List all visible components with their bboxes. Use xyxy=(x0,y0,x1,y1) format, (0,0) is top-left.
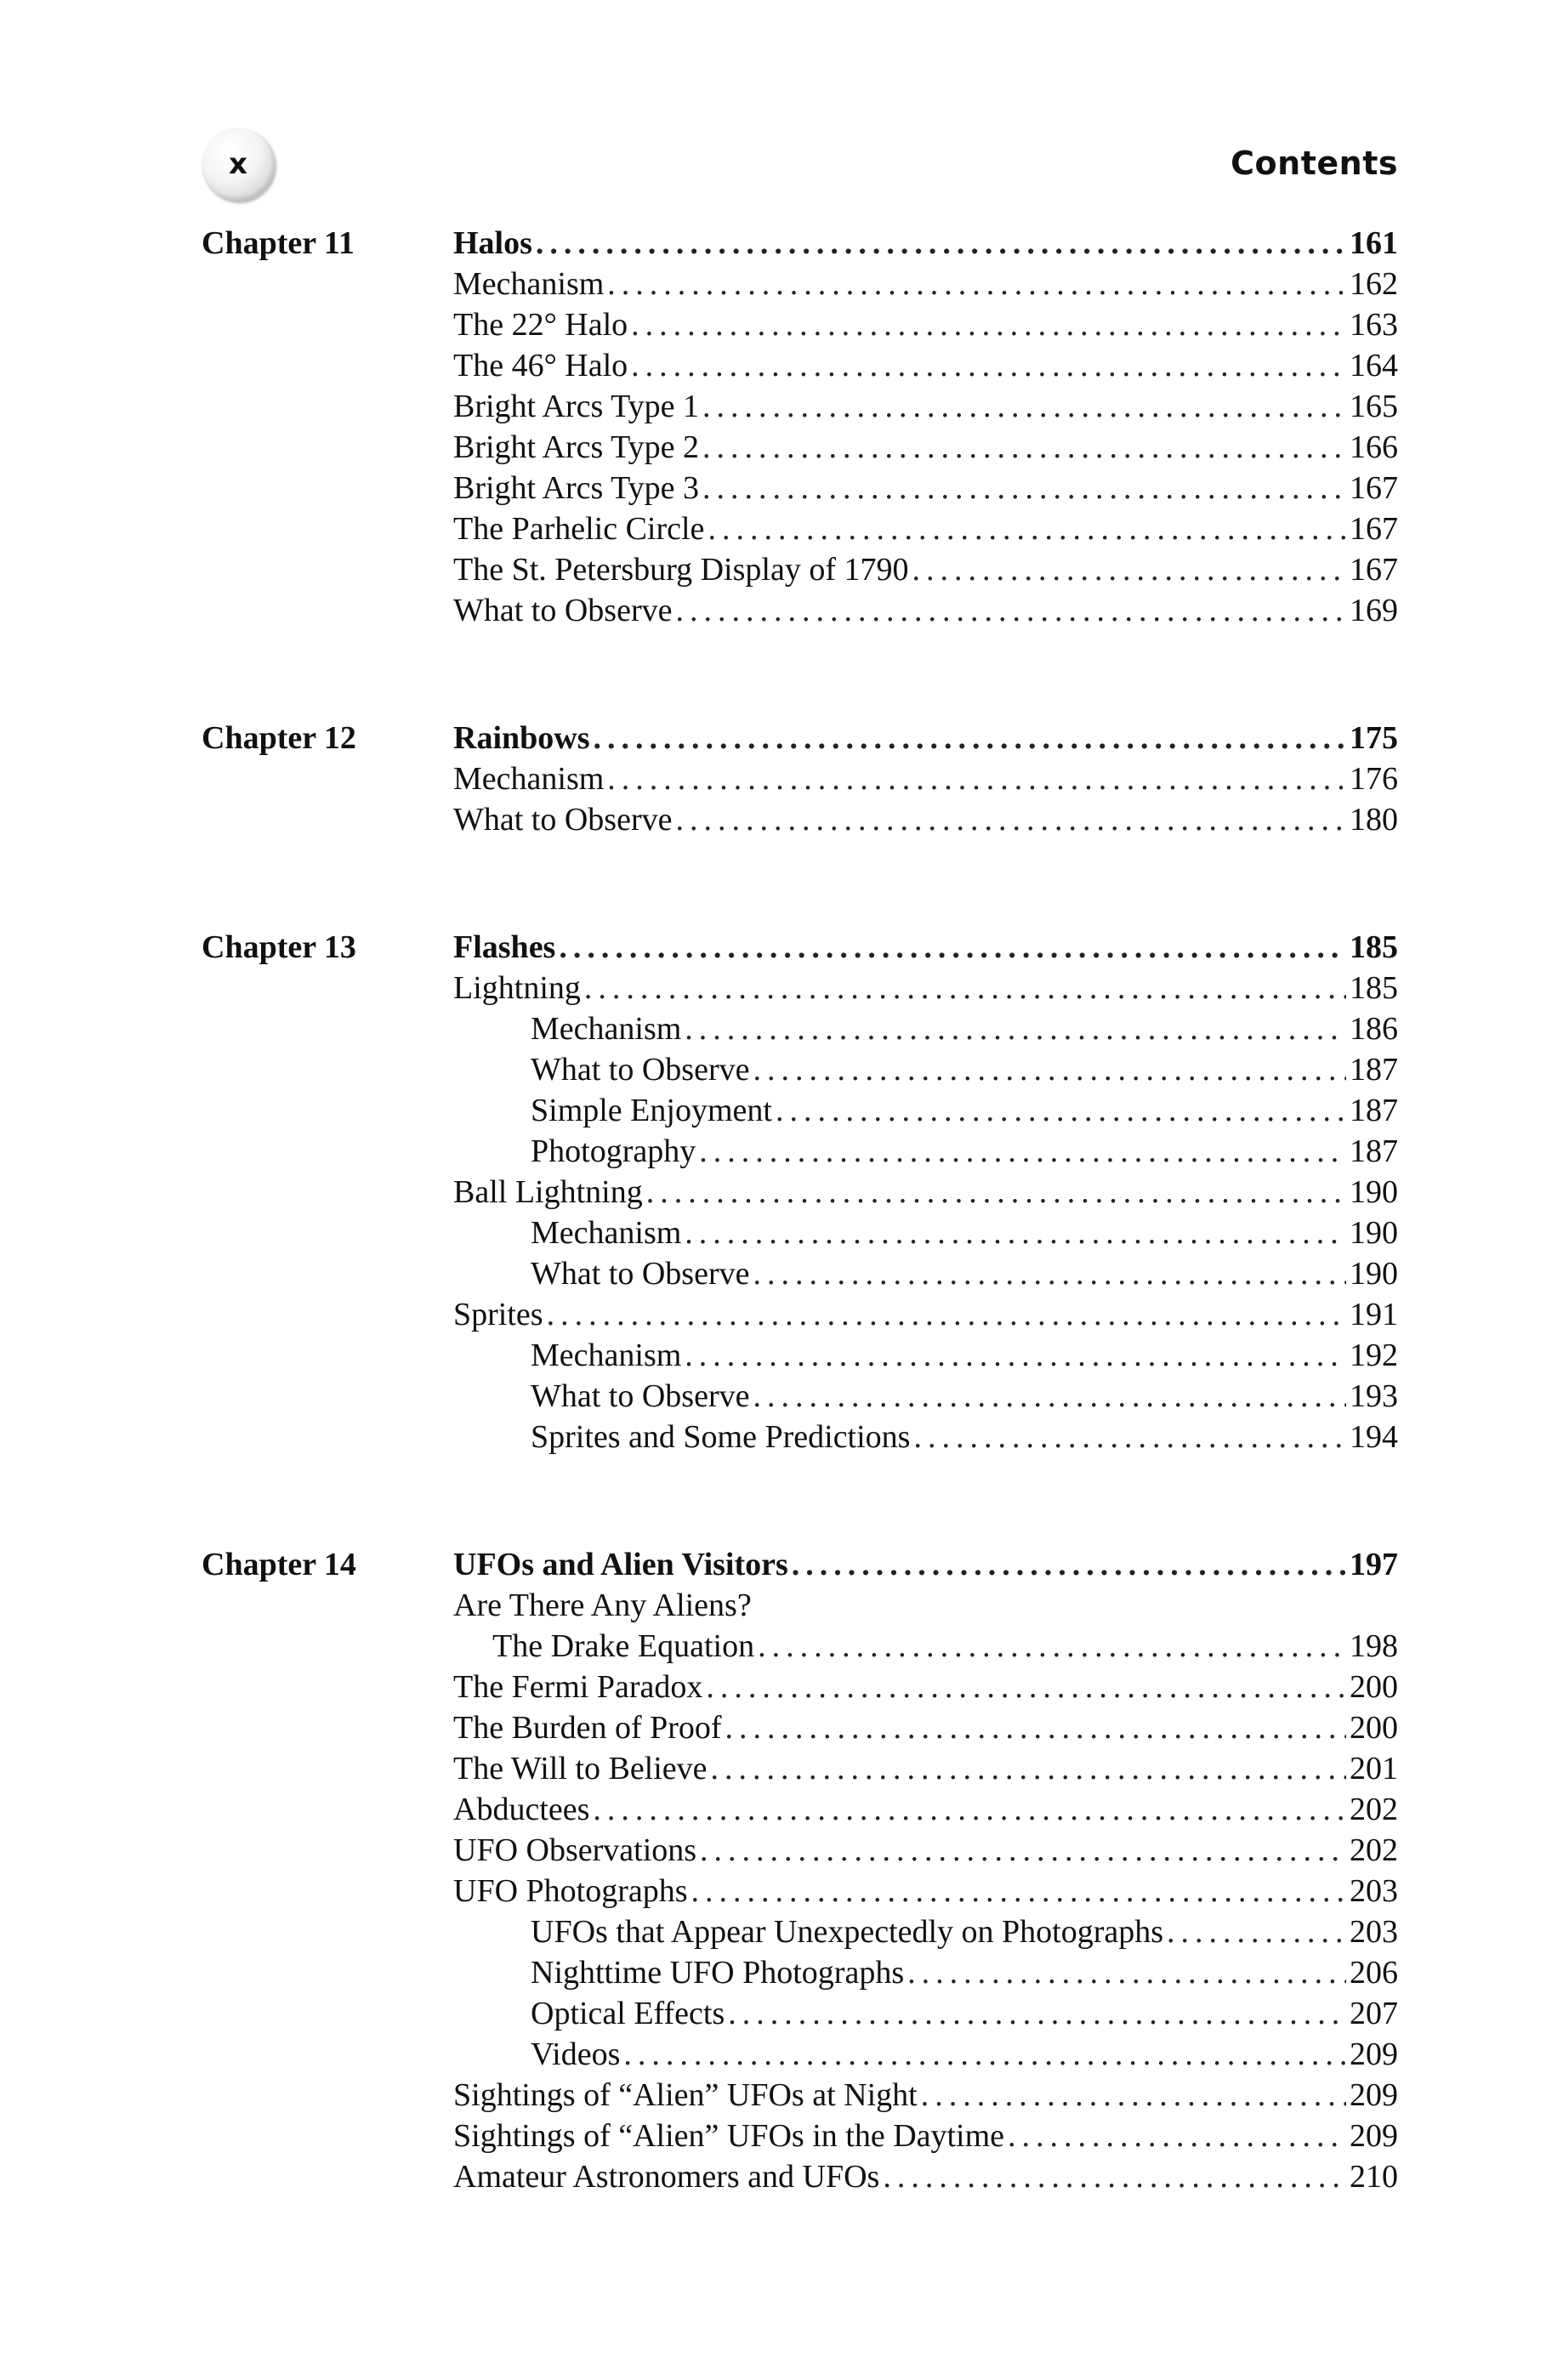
chapter-title-entry xyxy=(453,223,1398,264)
toc-entry xyxy=(453,1911,1398,1952)
toc-entry xyxy=(453,1253,1398,1294)
toc-entry xyxy=(453,1707,1398,1748)
entry-page-number: 187 xyxy=(1350,1133,1398,1169)
toc-entry xyxy=(453,468,1398,508)
entry-page-number: 202 xyxy=(1350,1832,1398,1868)
chapter-label: Chapter 13 xyxy=(202,929,356,965)
chapter-block xyxy=(202,718,1398,840)
entry-page-number: 167 xyxy=(1350,470,1398,506)
entry-page-number: 161 xyxy=(1350,225,1398,261)
toc-entry xyxy=(453,304,1398,345)
dot-leader xyxy=(675,799,1346,840)
entry-page-number: 200 xyxy=(1350,1710,1398,1746)
entry-title: Mechanism xyxy=(531,1215,682,1251)
dot-leader xyxy=(883,2156,1346,2197)
toc-entry xyxy=(453,1585,1398,1626)
dot-leader xyxy=(776,1090,1346,1131)
dot-leader xyxy=(753,1049,1346,1090)
entry-title: Rainbows xyxy=(453,720,590,756)
entry-page-number: 209 xyxy=(1350,2077,1398,2113)
entry-title: Nighttime UFO Photographs xyxy=(531,1955,905,1991)
dot-leader xyxy=(631,304,1346,345)
dot-leader xyxy=(700,1830,1346,1871)
dot-leader xyxy=(699,1131,1346,1172)
entry-page-number: 167 xyxy=(1350,511,1398,547)
entry-title: UFO Photographs xyxy=(453,1873,688,1909)
toc-entry xyxy=(453,1871,1398,1911)
entry-title: Mechanism xyxy=(453,266,605,302)
entry-page-number: 167 xyxy=(1350,552,1398,588)
toc-entry xyxy=(453,1993,1398,2034)
running-head: Contents xyxy=(1231,145,1398,182)
entry-title: Amateur Astronomers and UFOs xyxy=(453,2159,880,2195)
page-number-badge: x xyxy=(202,128,275,201)
entry-title: Are There Any Aliens? xyxy=(453,1588,752,1623)
page-header xyxy=(202,128,1398,204)
entry-page-number: 203 xyxy=(1350,1873,1398,1909)
toc-entry xyxy=(453,1830,1398,1871)
dot-leader xyxy=(631,345,1346,386)
dot-leader xyxy=(913,1417,1346,1457)
toc-entry xyxy=(453,1952,1398,1993)
chapter-title-entry xyxy=(453,718,1398,758)
entry-page-number: 190 xyxy=(1350,1256,1398,1292)
entry-page-number: 190 xyxy=(1350,1174,1398,1210)
chapter-label: Chapter 12 xyxy=(202,720,356,756)
toc-entry xyxy=(453,1294,1398,1335)
dot-leader xyxy=(711,1748,1346,1789)
entry-title: The Parhelic Circle xyxy=(453,511,705,547)
entry-title: Abductees xyxy=(453,1792,590,1827)
entry-page-number: 187 xyxy=(1350,1093,1398,1128)
chapter-block xyxy=(202,1544,1398,2197)
dot-leader xyxy=(691,1871,1346,1911)
entry-title: UFO Observations xyxy=(453,1832,697,1868)
entry-title: Lightning xyxy=(453,970,581,1006)
entry-page-number: 176 xyxy=(1350,761,1398,797)
entry-page-number: 197 xyxy=(1350,1547,1398,1582)
dot-leader xyxy=(702,427,1346,468)
toc-entry xyxy=(453,386,1398,427)
toc-entry xyxy=(453,1335,1398,1376)
entry-title: The 46° Halo xyxy=(453,348,628,383)
entry-title: The 22° Halo xyxy=(453,307,628,343)
toc-entry xyxy=(453,799,1398,840)
entry-title: Bright Arcs Type 2 xyxy=(453,429,700,465)
toc-entry xyxy=(453,2116,1398,2156)
entry-title: Ball Lightning xyxy=(453,1174,643,1210)
toc-entry xyxy=(453,1376,1398,1417)
entry-title: Photography xyxy=(531,1133,696,1169)
entry-page-number: 165 xyxy=(1350,389,1398,424)
entry-page-number: 192 xyxy=(1350,1338,1398,1373)
entry-page-number: 185 xyxy=(1350,970,1398,1006)
toc-entry xyxy=(453,758,1398,799)
entry-title: Optical Effects xyxy=(531,1996,725,2031)
toc-entry xyxy=(453,1789,1398,1830)
entry-title: Sightings of “Alien” UFOs at Night xyxy=(453,2077,918,2113)
toc-entry xyxy=(453,508,1398,549)
chapter-title-entry xyxy=(453,927,1398,968)
dot-leader xyxy=(702,468,1346,508)
entry-title: The Drake Equation xyxy=(492,1628,755,1664)
entry-title: Sightings of “Alien” UFOs in the Daytime xyxy=(453,2118,1005,2154)
entry-page-number: 202 xyxy=(1350,1792,1398,1827)
dot-leader xyxy=(594,718,1347,758)
toc-entry xyxy=(453,427,1398,468)
entry-page-number: 209 xyxy=(1350,2036,1398,2072)
dot-leader xyxy=(921,2075,1346,2116)
entry-title: UFOs and Alien Visitors xyxy=(453,1547,788,1582)
entry-page-number: 163 xyxy=(1350,307,1398,343)
toc-entry xyxy=(453,968,1398,1008)
entry-list xyxy=(453,927,1398,1457)
toc-entry xyxy=(453,1667,1398,1707)
toc-entry xyxy=(453,549,1398,590)
entry-title: The St. Petersburg Display of 1790 xyxy=(453,552,909,588)
dot-leader xyxy=(607,758,1346,799)
dot-leader xyxy=(912,549,1346,590)
toc-entry xyxy=(453,1090,1398,1131)
entry-page-number: 187 xyxy=(1350,1052,1398,1088)
dot-leader xyxy=(675,590,1346,631)
chapter-label: Chapter 11 xyxy=(202,225,355,261)
dot-leader xyxy=(623,2034,1346,2075)
dot-leader xyxy=(547,1294,1346,1335)
dot-leader xyxy=(559,927,1346,968)
toc-entry xyxy=(453,590,1398,631)
entry-title: What to Observe xyxy=(531,1256,750,1292)
entry-page-number: 166 xyxy=(1350,429,1398,465)
dot-leader xyxy=(1167,1911,1346,1952)
entry-page-number: 164 xyxy=(1350,348,1398,383)
dot-leader xyxy=(593,1789,1346,1830)
chapter-title-entry xyxy=(453,1544,1398,1585)
toc-entry xyxy=(453,1626,1398,1667)
entry-list xyxy=(453,718,1398,840)
dot-leader xyxy=(706,1667,1346,1707)
toc-entry xyxy=(453,2075,1398,2116)
entry-page-number: 169 xyxy=(1350,593,1398,628)
dot-leader xyxy=(725,1707,1346,1748)
entry-title: What to Observe xyxy=(531,1378,750,1414)
toc-entry xyxy=(453,345,1398,386)
entry-title: Halos xyxy=(453,225,532,261)
entry-title: What to Observe xyxy=(531,1052,750,1088)
toc-entry xyxy=(453,1172,1398,1213)
entry-page-number: 186 xyxy=(1350,1011,1398,1047)
entry-page-number: 193 xyxy=(1350,1378,1398,1414)
toc-entry xyxy=(453,1049,1398,1090)
entry-title: The Burden of Proof xyxy=(453,1710,722,1746)
chapter-label: Chapter 14 xyxy=(202,1547,356,1582)
dot-leader xyxy=(536,223,1346,264)
toc-entry xyxy=(453,1008,1398,1049)
dot-leader xyxy=(685,1008,1346,1049)
entry-title: The Will to Believe xyxy=(453,1751,708,1786)
entry-page-number: 185 xyxy=(1350,929,1398,965)
dot-leader xyxy=(758,1626,1346,1667)
entry-page-number: 209 xyxy=(1350,2118,1398,2154)
entry-title: Videos xyxy=(531,2036,621,2072)
dot-leader xyxy=(685,1335,1346,1376)
entry-title: Sprites and Some Predictions xyxy=(531,1419,911,1455)
entry-list xyxy=(453,1544,1398,2197)
dot-leader xyxy=(1008,2116,1346,2156)
entry-title: What to Observe xyxy=(453,593,673,628)
entry-page-number: 175 xyxy=(1350,720,1398,756)
entry-page-number: 203 xyxy=(1350,1914,1398,1950)
dot-leader xyxy=(685,1213,1346,1253)
toc-entry xyxy=(453,1213,1398,1253)
entry-title: What to Observe xyxy=(453,802,673,838)
toc-entry xyxy=(453,1417,1398,1457)
dot-leader xyxy=(728,1993,1346,2034)
entry-page-number: 201 xyxy=(1350,1751,1398,1786)
entry-title: The Fermi Paradox xyxy=(453,1669,703,1705)
entry-page-number: 198 xyxy=(1350,1628,1398,1664)
dot-leader xyxy=(907,1952,1346,1993)
entry-title: Flashes xyxy=(453,929,556,965)
entry-title: Sprites xyxy=(453,1297,543,1332)
entry-title: Bright Arcs Type 3 xyxy=(453,470,700,506)
entry-page-number: 180 xyxy=(1350,802,1398,838)
dot-leader xyxy=(702,386,1346,427)
dot-leader xyxy=(708,508,1346,549)
entry-page-number: 210 xyxy=(1350,2159,1398,2195)
entry-list xyxy=(453,223,1398,631)
dot-leader xyxy=(646,1172,1346,1213)
dot-leader xyxy=(753,1253,1346,1294)
entry-page-number: 191 xyxy=(1350,1297,1398,1332)
entry-page-number: 162 xyxy=(1350,266,1398,302)
dot-leader xyxy=(753,1376,1346,1417)
toc-entry xyxy=(453,2156,1398,2197)
entry-title: Mechanism xyxy=(531,1338,682,1373)
dot-leader xyxy=(607,264,1346,304)
entry-page-number: 190 xyxy=(1350,1215,1398,1251)
chapter-block xyxy=(202,223,1398,631)
toc-entry xyxy=(453,264,1398,304)
toc-entry xyxy=(453,2034,1398,2075)
toc-entry xyxy=(453,1131,1398,1172)
entry-page-number: 194 xyxy=(1350,1419,1398,1455)
dot-leader xyxy=(584,968,1346,1008)
entry-title: Simple Enjoyment xyxy=(531,1093,772,1128)
entry-title: UFOs that Appear Unexpectedly on Photographs xyxy=(531,1914,1164,1950)
entry-page-number: 206 xyxy=(1350,1955,1398,1991)
entry-title: Mechanism xyxy=(453,761,605,797)
dot-leader xyxy=(792,1544,1346,1585)
entry-title: Bright Arcs Type 1 xyxy=(453,389,700,424)
entry-page-number: 200 xyxy=(1350,1669,1398,1705)
entry-page-number: 207 xyxy=(1350,1996,1398,2031)
chapter-block xyxy=(202,927,1398,1457)
toc-entry xyxy=(453,1748,1398,1789)
entry-title: Mechanism xyxy=(531,1011,682,1047)
